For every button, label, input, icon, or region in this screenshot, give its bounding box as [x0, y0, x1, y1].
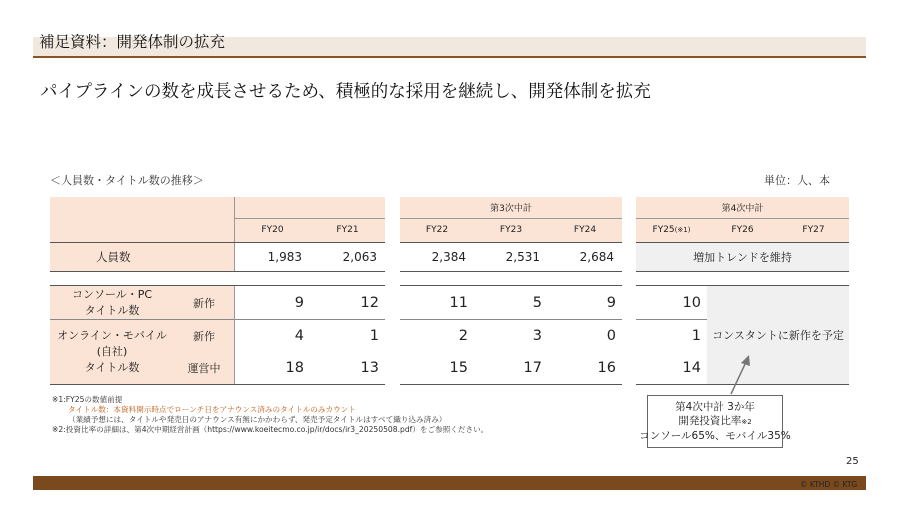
callout-line2-wrap [678, 414, 751, 429]
console-label-line2: タイトル数 [84, 303, 140, 317]
headline: パイプラインの数を成長させるため、積極的な採用を継続し、開発体制を拡充 [40, 82, 651, 102]
callout-line2: 開発投資比率 [678, 415, 742, 427]
online-new-fy25: 1 [691, 328, 701, 344]
fy25-label: FY25 [652, 225, 675, 235]
investment-callout [639, 395, 791, 448]
headcount-fy24: 2,684 [579, 250, 614, 264]
online-live-fy25: 14 [682, 360, 701, 376]
online-live-fy22: 15 [449, 360, 468, 376]
console-fy24: 9 [606, 294, 616, 311]
online-label-line3: タイトル数 [84, 361, 140, 374]
console-fy20: 9 [294, 294, 304, 311]
headcount-fy22: 2,384 [431, 250, 466, 264]
page-number: 25 [846, 456, 859, 467]
note-2: ※2:投資比率の詳細は、第4次中期経営計画（https://www.koeitecmo.co.jp/ir/docs/ir3_20250508.pdf）をご参照ください。 [52, 425, 489, 434]
console-fy22: 11 [449, 294, 468, 311]
headcount-label: 人員数 [50, 243, 234, 271]
headcount-fy20: 1,983 [267, 250, 302, 264]
online-live-fy24: 16 [597, 360, 616, 376]
note-1b: （業績予想には、タイトルや発売日のアナウンス有無にかかわらず、発売予定タイトルはすべて織り込み済み） [68, 415, 447, 424]
online-new-fy22: 2 [458, 328, 468, 344]
online-new-fy20: 4 [294, 328, 304, 344]
console-fy23: 5 [532, 294, 542, 311]
fy23-header: FY23 [474, 218, 548, 242]
unit-label: 単位：人、本 [764, 174, 830, 187]
fy22-header: FY22 [400, 218, 474, 242]
online-new-fy24: 0 [606, 328, 616, 344]
online-sub-live: 運営中 [174, 352, 234, 384]
page-title: 補足資料：開発体制の拡充 [39, 33, 226, 51]
online-live-fy20: 18 [285, 360, 304, 376]
callout-line2-note: ※2 [741, 418, 752, 426]
footer-bar [33, 476, 866, 490]
note-1a: タイトル数：本資料開示時点でローンチ日をアナウンス済みのタイトルのみカウント [68, 405, 356, 414]
console-sub-new: 新作 [174, 286, 234, 319]
callout-line1: 第4次中計 3か年 [675, 401, 755, 413]
copyright: © KTHD © KTG [800, 480, 858, 489]
fy26-header: FY26 [707, 218, 778, 242]
group-3rd-header: 第3次中計 [400, 197, 622, 218]
table-caption: ＜人員数・タイトル数の推移＞ [50, 174, 204, 187]
headcount-fy23: 2,531 [505, 250, 540, 264]
online-live-fy21: 13 [360, 360, 379, 376]
online-new-fy21: 1 [369, 328, 379, 344]
future-titles-cell: コンスタントに新作を予定 [707, 286, 849, 384]
headcount-future: 増加トレンドを維持 [636, 243, 849, 271]
fy25-note: (※1) [674, 226, 691, 234]
headcount-fy21: 2,063 [342, 250, 377, 264]
fy20-header: FY20 [235, 218, 310, 242]
fy27-header: FY27 [778, 218, 849, 242]
group-4th-header: 第4次中計 [636, 197, 849, 218]
online-label-line2: (自社) [96, 345, 128, 358]
online-new-fy23: 3 [532, 328, 542, 344]
callout-line3: コンソール65%、モバイル35% [639, 430, 791, 442]
console-fy25: 10 [682, 294, 701, 311]
note-1: ※1:FY25の数値前提 [52, 395, 123, 404]
fy24-header: FY24 [548, 218, 622, 242]
fy21-header: FY21 [310, 218, 385, 242]
console-label-line1: コンソール・PC [71, 287, 153, 301]
online-live-fy23: 17 [523, 360, 542, 376]
online-sub-new: 新作 [174, 320, 234, 352]
console-fy21: 12 [360, 294, 379, 311]
online-label-line1: オンライン・モバイル [57, 329, 167, 342]
